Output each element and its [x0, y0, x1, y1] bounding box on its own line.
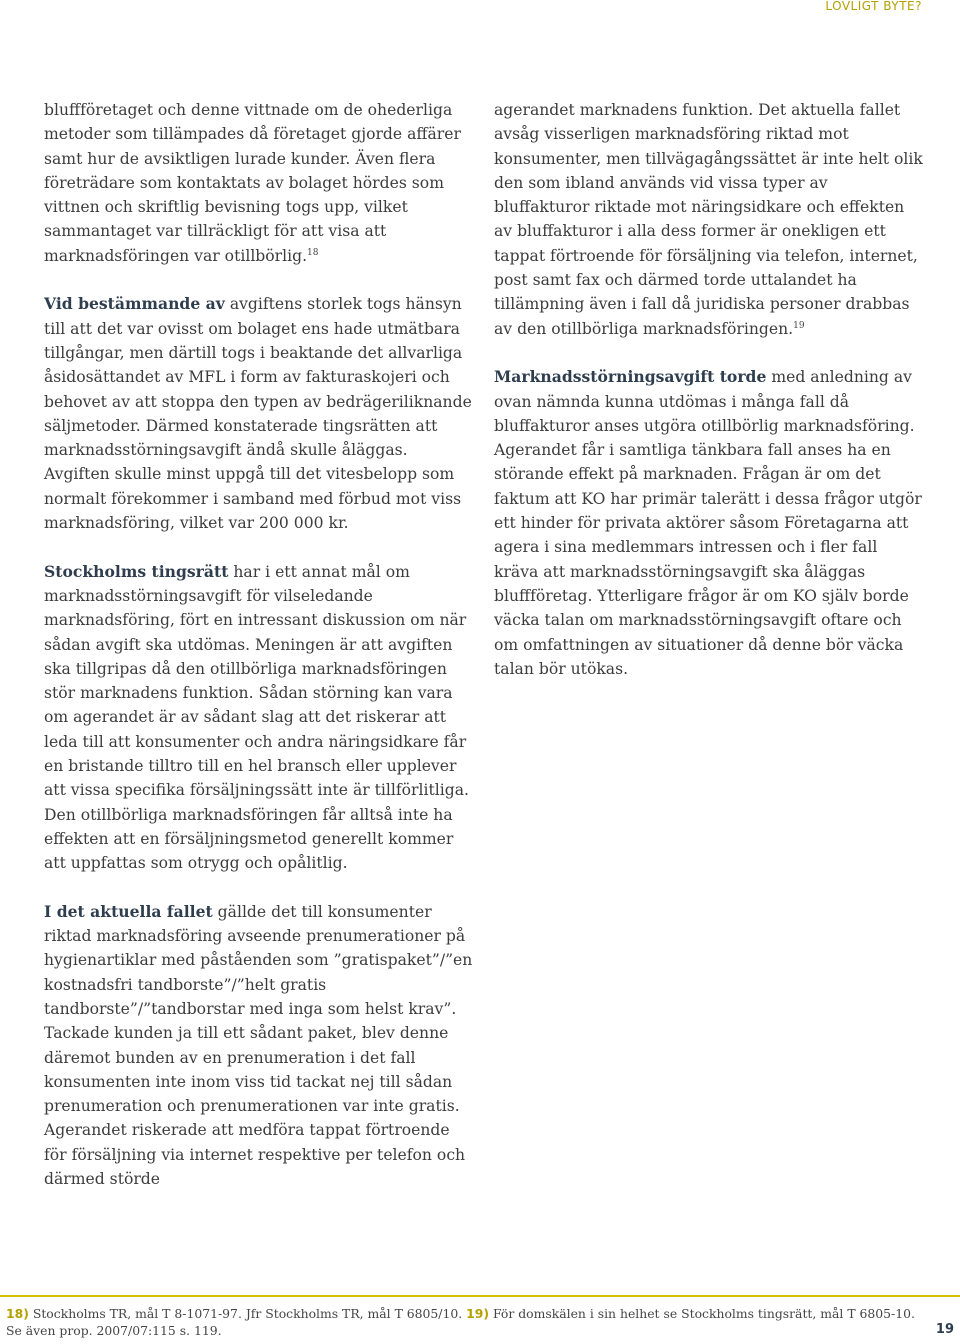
paragraph: [44, 98, 474, 268]
footnotes-text: [6, 1305, 921, 1339]
paragraph-text: gällde det till konsumenter riktad marknadsföring avseende prenumerationer på hygienartiklar med påståenden som ”gratispaket”/”en kostnadsfri tandborste”/”helt gratis tandborste”/”tandborstar med inga som helst krav”. Tackade kunden ja till ett sådant paket, blev denne däremot bunden av en prenumeration i det fall konsumenten inte inom viss tid tackat nej till sådan prenumeration och prenumerationen var inte gratis. Agerandet riskerade att medföra tappat förtroende för försäljning via internet respektive per telefon och därmed störde: [44, 902, 473, 1189]
paragraph: [44, 900, 474, 1192]
left-column: [44, 98, 474, 1191]
footnotes-area: [0, 1295, 960, 1344]
paragraph-text: med anledning av ovan nämnda kunna utdömas i många fall då bluffakturor anses utgöra otillbörlig marknadsföring. Agerandet får i samtliga tänkbara fall anses ha en störande effekt på marknaden. Frågan är om det faktum att KO har primär talerätt i dessa frågor utgör ett hinder för privata aktörer såsom Företagarna att agera i sina medlemmars intressen och i fler fall kräva att marknadsstörningsavgift ska åläggas bluffföretag. Ytterligare frågor är om KO själv borde väcka talan om marknadsstörningsavgift oftare och om omfattningen av situationer då denne bör väcka talan bör utökas.: [494, 368, 922, 678]
paragraph-text: bluffföretaget och denne vittnade om de ohederliga metoder som tillämpades då företaget gjorde affärer samt hur de avsiktligen lurade kunder. Även flera företrädare som kontaktats av bolaget hördes som vittnen och skriftlig bevisning togs upp, vilket sammantaget var tillräckligt för att visa att marknadsföringen var otillbörlig.: [44, 101, 461, 265]
paragraph-lead: Stockholms tingsrätt: [44, 561, 229, 581]
paragraph-lead: Vid bestämmande av: [44, 294, 225, 314]
paragraph-text: agerandet marknadens funktion. Det aktuella fallet avsåg visserligen marknadsföring riktad mot konsumenter, men tillvägagångssättet är inte helt olik den som ibland används vid vissa typer av bluffakturor riktade mot näringsidkare och effekten av bluffakturor i alla dess former är onekligen ett tappat förtroende för försäljning via telefon, internet, post samt fax och därmed torde uttalandet ha tillämpning även i fall då juridiska personer drabbas av den otillbörliga marknadsföringen.: [494, 101, 923, 338]
page-number: 19: [935, 1322, 954, 1337]
footnote-number: 18): [6, 1306, 29, 1321]
footnote-ref: 19: [793, 320, 805, 331]
right-column: [494, 98, 924, 681]
footnote-text: Stockholms TR, mål T 8-1071-97. Jfr Stockholms TR, mål T 6805/10.: [28, 1306, 467, 1321]
paragraph: [494, 98, 924, 341]
footnote-ref: 18: [307, 247, 319, 258]
paragraph-lead: I det aktuella fallet: [44, 901, 213, 921]
paragraph-text: avgiftens storlek togs hänsyn till att det var ovisst om bolaget ens hade utmätbara tillgångar, men därtill togs i beaktande det allvarliga åsidosättandet av MFL i form av fakturaskojeri och behovet av att stoppa den typen av bedrägeriliknande säljmetoder. Därmed konstaterade tingsrätten att marknadsstörningsavgift ändå skulle åläggas. Avgiften skulle minst uppgå till det vitesbelopp som normalt förekommer i samband med förbud mot viss marknadsföring, vilket var 200 000 kr.: [44, 295, 472, 533]
running-head: LOVLIGT BYTE?: [825, 0, 922, 13]
paragraph-lead: Marknadsstörningsavgift torde: [494, 367, 767, 387]
paragraph-text: har i ett annat mål om marknadsstörningsavgift för vilseledande marknadsföring, fört en intressant diskussion om när sådan avgift ska utdömas. Meningen är att avgiften ska tillgripas då den otillbörliga marknadsföringen stör marknadens funktion. Sådan störning kan vara om agerandet är av sådant slag att det riskerar att leda till att konsumenter och andra näringsidkare får en bristande tilltro till en hel bransch eller upplever att vissa specifika försäljningssätt inte är tillförlitliga. Den otillbörliga marknadsföringen får alltså inte ha effekten att en försäljningsmetod generellt kommer att uppfattas som otrygg och opålitlig.: [44, 562, 469, 873]
footnote-number: 19): [466, 1306, 490, 1321]
paragraph: [44, 560, 474, 876]
paragraph: [44, 292, 474, 535]
paragraph: [494, 365, 924, 681]
footnote-text: För domskälen i sin helhet se Stockholms tingsrätt, mål T 6805-10. Se även prop. 2007/07:115 s. 119.: [6, 1306, 915, 1338]
